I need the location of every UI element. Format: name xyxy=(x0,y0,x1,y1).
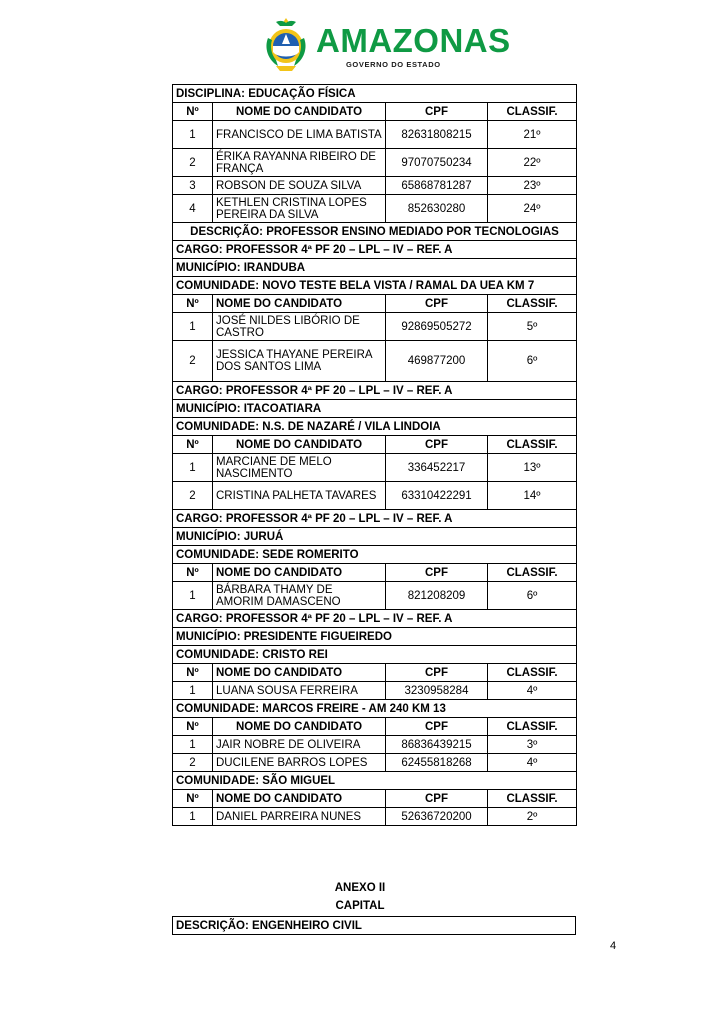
table-row xyxy=(173,177,577,195)
cargo-label: CARGO: PROFESSOR 4ª PF 20 – LPL – IV – REF. A xyxy=(173,382,577,400)
col-header-classif: CLASSIF. xyxy=(488,295,577,313)
comunidade-label: COMUNIDADE: MARCOS FREIRE - AM 240 KM 13 xyxy=(173,700,577,718)
cargo-label: CARGO: PROFESSOR 4ª PF 20 – LPL – IV – REF. A xyxy=(173,241,577,259)
col-header-name: NOME DO CANDIDATO xyxy=(213,103,386,121)
table-row xyxy=(173,454,577,482)
cargo-label: CARGO: PROFESSOR 4ª PF 20 – LPL – IV – REF. A xyxy=(173,510,577,528)
cell-classif: 13º xyxy=(488,454,577,482)
col-header-num: Nº xyxy=(173,103,213,121)
cell-name: BÁRBARA THAMY DE AMORIM DAMASCENO xyxy=(213,582,386,610)
amazonas-coat-of-arms-icon xyxy=(262,16,310,74)
comunidade-label: COMUNIDADE: CRISTO REI xyxy=(173,646,577,664)
cell-cpf: 97070750234 xyxy=(386,149,488,177)
municipio-label: MUNICÍPIO: PRESIDENTE FIGUEIREDO xyxy=(173,628,577,646)
section-row xyxy=(173,241,577,259)
table-row xyxy=(173,195,577,223)
cell-num: 3 xyxy=(173,177,213,195)
cell-num: 1 xyxy=(173,121,213,149)
cell-num: 1 xyxy=(173,313,213,341)
disciplina-label: DISCIPLINA: EDUCAÇÃO FÍSICA xyxy=(173,85,577,103)
section-row xyxy=(173,223,577,241)
cell-num: 1 xyxy=(173,808,213,826)
cell-classif: 5º xyxy=(488,313,577,341)
brand-subtitle: GOVERNO DO ESTADO xyxy=(346,60,441,69)
cell-classif: 22º xyxy=(488,149,577,177)
cell-cpf: 86836439215 xyxy=(386,736,488,754)
table-header-row xyxy=(173,295,577,313)
cell-classif: 3º xyxy=(488,736,577,754)
col-header-cpf: CPF xyxy=(386,790,488,808)
cell-name: KETHLEN CRISTINA LOPES PEREIRA DA SILVA xyxy=(213,195,386,223)
cell-classif: 2º xyxy=(488,808,577,826)
cell-num: 2 xyxy=(173,149,213,177)
cell-cpf: 65868781287 xyxy=(386,177,488,195)
col-header-cpf: CPF xyxy=(386,295,488,313)
section-row xyxy=(173,528,577,546)
table-header-row xyxy=(173,718,577,736)
cell-classif: 6º xyxy=(488,582,577,610)
cell-num: 2 xyxy=(173,341,213,382)
col-header-name: NOME DO CANDIDATO xyxy=(213,664,386,682)
annex-descricao-label: DESCRIÇÃO: ENGENHEIRO CIVIL xyxy=(173,917,576,935)
table-row xyxy=(173,808,577,826)
cell-cpf: 821208209 xyxy=(386,582,488,610)
cell-num: 1 xyxy=(173,582,213,610)
section-row xyxy=(173,259,577,277)
section-row xyxy=(173,382,577,400)
table-header-row xyxy=(173,790,577,808)
brand-title: AMAZONAS xyxy=(316,22,511,59)
cell-name: ÉRIKA RAYANNA RIBEIRO DE FRANÇA xyxy=(213,149,386,177)
section-row xyxy=(173,418,577,436)
cell-name: DANIEL PARREIRA NUNES xyxy=(213,808,386,826)
col-header-name: NOME DO CANDIDATO xyxy=(213,564,386,582)
cell-num: 1 xyxy=(173,454,213,482)
col-header-num: Nº xyxy=(173,718,213,736)
table-header-row xyxy=(173,564,577,582)
section-row xyxy=(173,546,577,564)
section-row xyxy=(173,700,577,718)
candidates-table xyxy=(172,84,577,826)
comunidade-label: COMUNIDADE: SEDE ROMERITO xyxy=(173,546,577,564)
table-row xyxy=(173,121,577,149)
table-row xyxy=(173,682,577,700)
cell-cpf: 336452217 xyxy=(386,454,488,482)
page-header xyxy=(0,14,720,76)
col-header-classif: CLASSIF. xyxy=(488,564,577,582)
section-row xyxy=(173,510,577,528)
annex-table xyxy=(172,916,576,935)
cell-num: 1 xyxy=(173,682,213,700)
cell-name: JAIR NOBRE DE OLIVEIRA xyxy=(213,736,386,754)
col-header-cpf: CPF xyxy=(386,564,488,582)
section-row xyxy=(173,628,577,646)
col-header-classif: CLASSIF. xyxy=(488,103,577,121)
cell-classif: 4º xyxy=(488,754,577,772)
col-header-name: NOME DO CANDIDATO xyxy=(213,295,386,313)
table-row xyxy=(173,736,577,754)
cell-name: JESSICA THAYANE PEREIRA DOS SANTOS LIMA xyxy=(213,341,386,382)
page-number: 4 xyxy=(610,940,617,952)
col-header-name: NOME DO CANDIDATO xyxy=(213,718,386,736)
cell-classif: 6º xyxy=(488,341,577,382)
cell-cpf: 3230958284 xyxy=(386,682,488,700)
cell-cpf: 852630280 xyxy=(386,195,488,223)
annex-subtitle: CAPITAL xyxy=(335,900,385,912)
col-header-classif: CLASSIF. xyxy=(488,436,577,454)
cell-classif: 23º xyxy=(488,177,577,195)
col-header-name: NOME DO CANDIDATO xyxy=(213,790,386,808)
annex-title: ANEXO II xyxy=(334,882,386,894)
col-header-num: Nº xyxy=(173,436,213,454)
col-header-name: NOME DO CANDIDATO xyxy=(213,436,386,454)
table-row xyxy=(173,754,577,772)
cell-num: 2 xyxy=(173,482,213,510)
cell-name: MARCIANE DE MELO NASCIMENTO xyxy=(213,454,386,482)
cell-name: FRANCISCO DE LIMA BATISTA xyxy=(213,121,386,149)
comunidade-label: COMUNIDADE: N.S. DE NAZARÉ / VILA LINDOIA xyxy=(173,418,577,436)
municipio-label: MUNICÍPIO: IRANDUBA xyxy=(173,259,577,277)
cell-classif: 4º xyxy=(488,682,577,700)
comunidade-label: COMUNIDADE: NOVO TESTE BELA VISTA / RAMAL DA UEA KM 7 xyxy=(173,277,577,295)
cell-num: 2 xyxy=(173,754,213,772)
cell-num: 1 xyxy=(173,736,213,754)
cell-cpf: 52636720200 xyxy=(386,808,488,826)
section-row xyxy=(173,772,577,790)
section-row xyxy=(173,646,577,664)
col-header-cpf: CPF xyxy=(386,103,488,121)
cargo-label: CARGO: PROFESSOR 4ª PF 20 – LPL – IV – REF. A xyxy=(173,610,577,628)
table-header-row xyxy=(173,664,577,682)
cell-cpf: 63310422291 xyxy=(386,482,488,510)
cell-cpf: 62455818268 xyxy=(386,754,488,772)
cell-name: ROBSON DE SOUZA SILVA xyxy=(213,177,386,195)
cell-cpf: 82631808215 xyxy=(386,121,488,149)
col-header-num: Nº xyxy=(173,664,213,682)
col-header-num: Nº xyxy=(173,564,213,582)
cell-classif: 21º xyxy=(488,121,577,149)
col-header-num: Nº xyxy=(173,790,213,808)
col-header-cpf: CPF xyxy=(386,718,488,736)
table-header-row xyxy=(173,103,577,121)
col-header-classif: CLASSIF. xyxy=(488,790,577,808)
col-header-classif: CLASSIF. xyxy=(488,664,577,682)
cell-name: DUCILENE BARROS LOPES xyxy=(213,754,386,772)
table-row xyxy=(173,341,577,382)
cell-classif: 24º xyxy=(488,195,577,223)
table-row xyxy=(173,482,577,510)
cell-classif: 14º xyxy=(488,482,577,510)
col-header-classif: CLASSIF. xyxy=(488,718,577,736)
section-row xyxy=(173,610,577,628)
cell-name: CRISTINA PALHETA TAVARES xyxy=(213,482,386,510)
col-header-cpf: CPF xyxy=(386,664,488,682)
comunidade-label: COMUNIDADE: SÃO MIGUEL xyxy=(173,772,577,790)
section-row xyxy=(173,85,577,103)
descricao-label: DESCRIÇÃO: PROFESSOR ENSINO MEDIADO POR TECNOLOGIAS xyxy=(173,223,577,241)
col-header-num: Nº xyxy=(173,295,213,313)
cell-name: JOSÉ NILDES LIBÓRIO DE CASTRO xyxy=(213,313,386,341)
cell-cpf: 469877200 xyxy=(386,341,488,382)
table-row xyxy=(173,149,577,177)
table-row xyxy=(173,313,577,341)
section-row xyxy=(173,277,577,295)
cell-name: LUANA SOUSA FERREIRA xyxy=(213,682,386,700)
col-header-cpf: CPF xyxy=(386,436,488,454)
table-header-row xyxy=(173,436,577,454)
cell-num: 4 xyxy=(173,195,213,223)
cell-cpf: 92869505272 xyxy=(386,313,488,341)
table-row xyxy=(173,582,577,610)
municipio-label: MUNICÍPIO: ITACOATIARA xyxy=(173,400,577,418)
municipio-label: MUNICÍPIO: JURUÁ xyxy=(173,528,577,546)
section-row xyxy=(173,400,577,418)
